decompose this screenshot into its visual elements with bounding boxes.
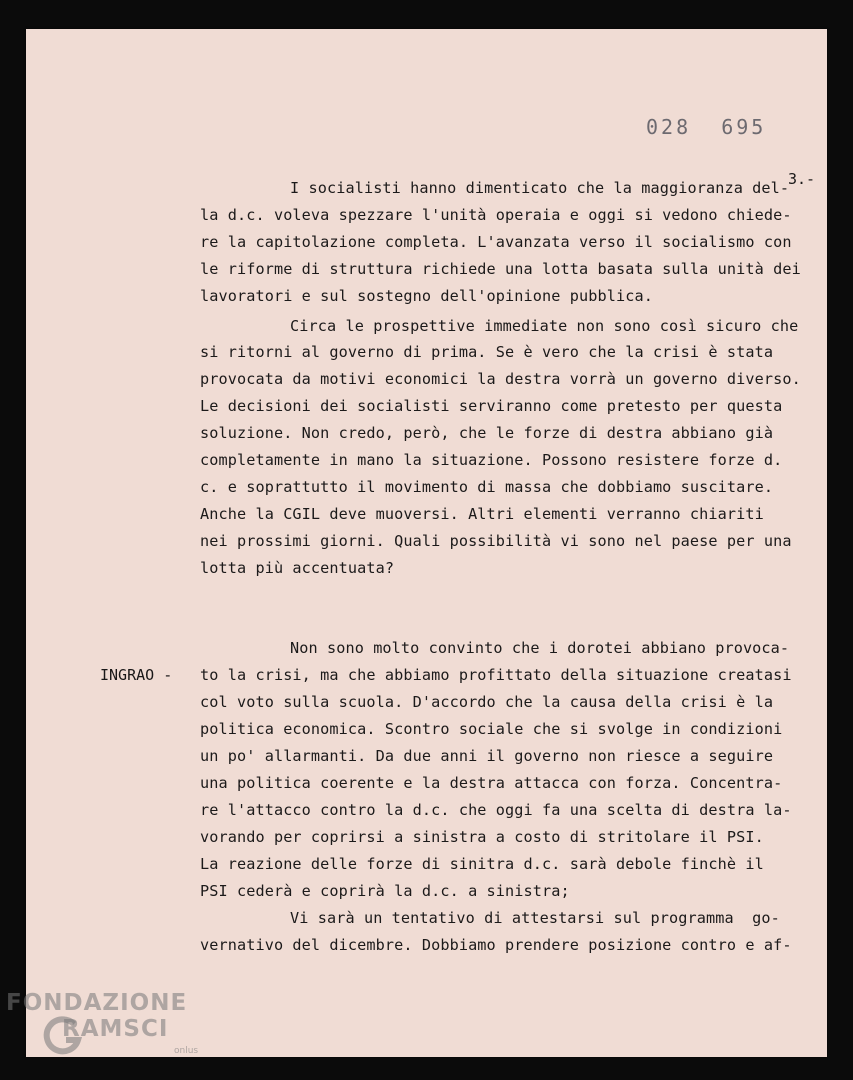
text-line: Le decisioni dei socialisti serviranno come pretesto per questa [200,397,783,415]
text-line: soluzione. Non credo, però, che le forze di destra abbiano già [200,424,774,442]
speaker-label: INGRAO - [100,666,173,684]
text-line: un po' allarmanti. Da due anni il governo non riesce a seguire [200,747,774,765]
watermark-line3: onlus [174,1046,199,1056]
text-line: lotta più accentuata? [200,559,395,577]
text-line: I socialisti hanno dimenticato che la maggioranza del- [290,179,790,197]
text-line: PSI cederà e coprirà la d.c. a sinistra; [200,882,570,900]
text-line: politica economica. Scontro sociale che si svolge in condizioni [200,720,783,738]
text-line: provocata da motivi economici la destra vorrà un governo diverso. [200,370,801,388]
text-line: una politica coerente e la destra attacca con forza. Concentra- [200,774,783,792]
text-line: vernativo del dicembre. Dobbiamo prendere posizione contro e af- [200,936,792,954]
text-line: le riforme di struttura richiede una lotta basata sulla unità dei [200,260,801,278]
text-line: Circa le prospettive immediate non sono così sicuro che [290,317,799,335]
text-line: c. e soprattutto il movimento di massa che dobbiamo suscitare. [200,478,774,496]
watermark-line2: RAMSCI [62,1016,169,1042]
fondazione-gramsci-watermark [6,990,216,1070]
text-line: col voto sulla scuola. D'accordo che la causa della crisi è la [200,693,774,711]
archive-number-stamp: 028 695 [646,115,767,139]
text-line: Non sono molto convinto che i dorotei abbiano provoca- [290,639,790,657]
text-line: si ritorni al governo di prima. Se è vero che la crisi è stata [200,343,774,361]
text-line: re l'attacco contro la d.c. che oggi fa una scelta di destra la- [200,801,792,819]
text-line: to la crisi, ma che abbiamo profittato della situazione creatasi [200,666,792,684]
text-line: re la capitolazione completa. L'avanzata verso il socialismo con [200,233,792,251]
text-line: la d.c. voleva spezzare l'unità operaia e oggi si vedono chiede- [200,206,792,224]
text-line: lavoratori e sul sostegno dell'opinione pubblica. [200,287,653,305]
page-number: 3.- [788,170,816,188]
text-line: Anche la CGIL deve muoversi. Altri elementi verranno chiariti [200,505,764,523]
text-line: completamente in mano la situazione. Possono resistere forze d. [200,451,783,469]
text-line: La reazione delle forze di sinitra d.c. sarà debole finchè il [200,855,764,873]
watermark-line1: FONDAZIONE [6,990,188,1016]
text-line: Vi sarà un tentativo di attestarsi sul programma go- [290,909,780,927]
document-page [26,29,827,1057]
text-line: nei prossimi giorni. Quali possibilità vi sono nel paese per una [200,532,792,550]
text-line: vorando per coprirsi a sinistra a costo di stritolare il PSI. [200,828,764,846]
